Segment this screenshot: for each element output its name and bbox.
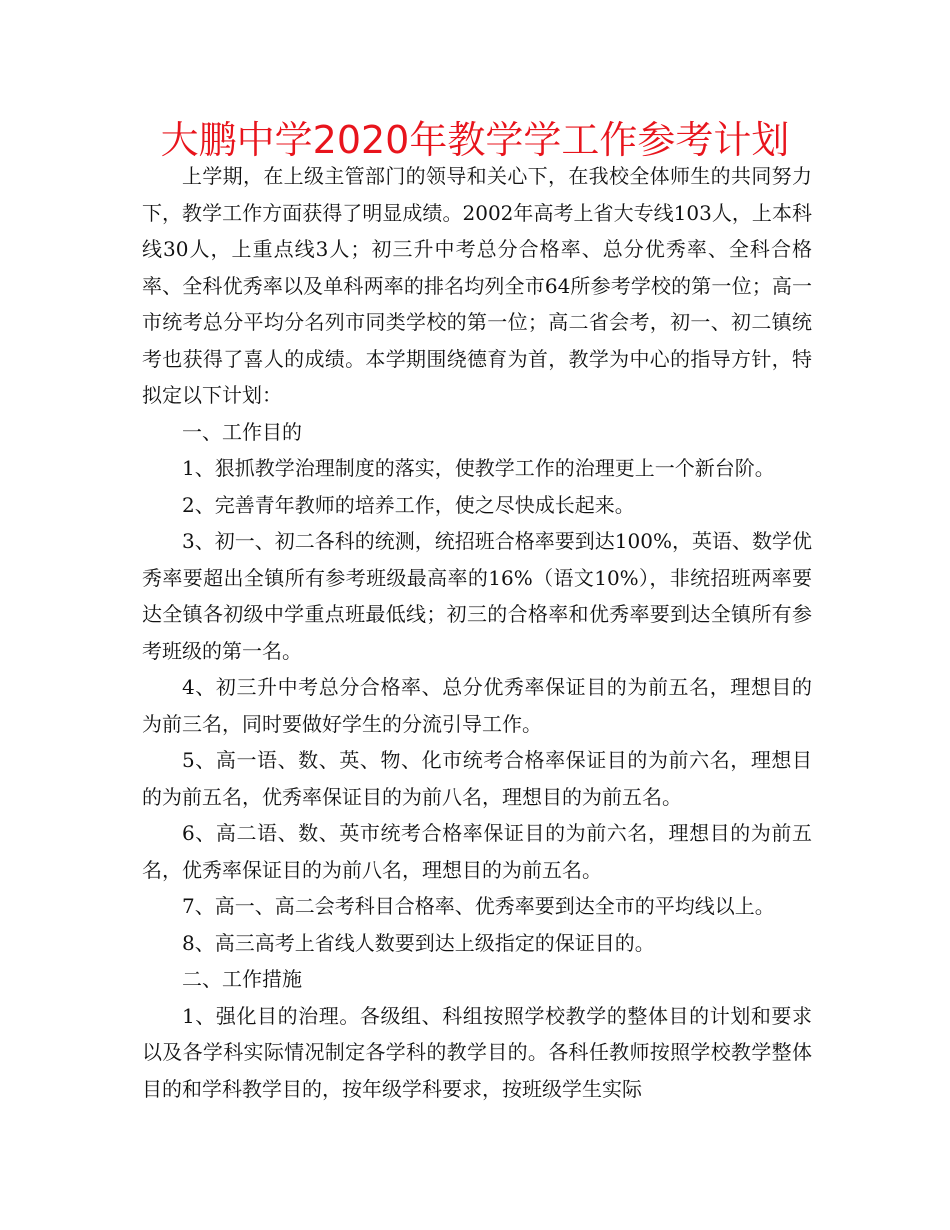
- goal-item-4: 4、初三升中考总分合格率、总分优秀率保证目的为前五名，理想目的为前三名，同时要做好学生的分流引导工作。: [142, 675, 812, 736]
- measure-item-1: 1、强化目的治理。各级组、科组按照学校教学的整体目的计划和要求以及各学科实际情况制定各学科的教学目的。各科任教师按照学校教学整体目的和学科教学目的，按年级学科要求，按班级学生实际: [142, 1003, 812, 1101]
- goal-item-2: 2、完善青年教师的培养工作，使之尽快成长起来。: [182, 492, 635, 517]
- goal-item-3: 3、初一、初二各科的统测，统招班合格率要到达100%，英语、数学优秀率要超出全镇所有参考班级最高率的16%（语文10%），非统招班两率要达全镇各初级中学重点班最低线；初三的合格率和优秀率要到达全镇所有参考班级的第一名。: [142, 529, 812, 663]
- goal-item-7: 7、高一、高二会考科目合格率、优秀率要到达全市的平均线以上。: [182, 894, 775, 918]
- goal-item-1: 1、狠抓教学治理制度的落实，使教学工作的治理更上一个新台阶。: [182, 456, 775, 480]
- paragraph-intro: 上学期，在上级主管部门的领导和关心下，在我校全体师生的共同努力下，教学工作方面获得了明显成绩。2002年高考上省大专线103人，上本科线30人，上重点线3人；初三升中考总分合格率、总分优秀率、全科合格率、全科优秀率以及单科两率的排名均列全市64所参考学校的第一位；高一市统考总分平均分名列市同类学校的第一位；高二省会考，初一、初二镇统考也获得了喜人的成绩。本学期围绕德育为首，教学为中心的指导方针，特拟定以下计划：: [142, 164, 812, 407]
- section-heading-measures: 二、工作措施: [182, 967, 302, 991]
- section-heading-goals: 一、工作目的: [182, 419, 302, 444]
- goal-item-6: 6、高二语、数、英市统考合格率保证目的为前六名，理想目的为前五名，优秀率保证目的为前八名，理想目的为前五名。: [142, 821, 812, 882]
- goal-item-5: 5、高一语、数、英、物、化市统考合格率保证目的为前六名，理想目的为前五名，优秀率保证目的为前八名，理想目的为前五名。: [142, 748, 812, 809]
- document-title: 大鹏中学2020年教学学工作参考计划: [160, 118, 790, 162]
- document-body: [142, 158, 812, 1107]
- goal-item-8: 8、高三高考上省线人数要到达上级指定的保证目的。: [182, 930, 655, 955]
